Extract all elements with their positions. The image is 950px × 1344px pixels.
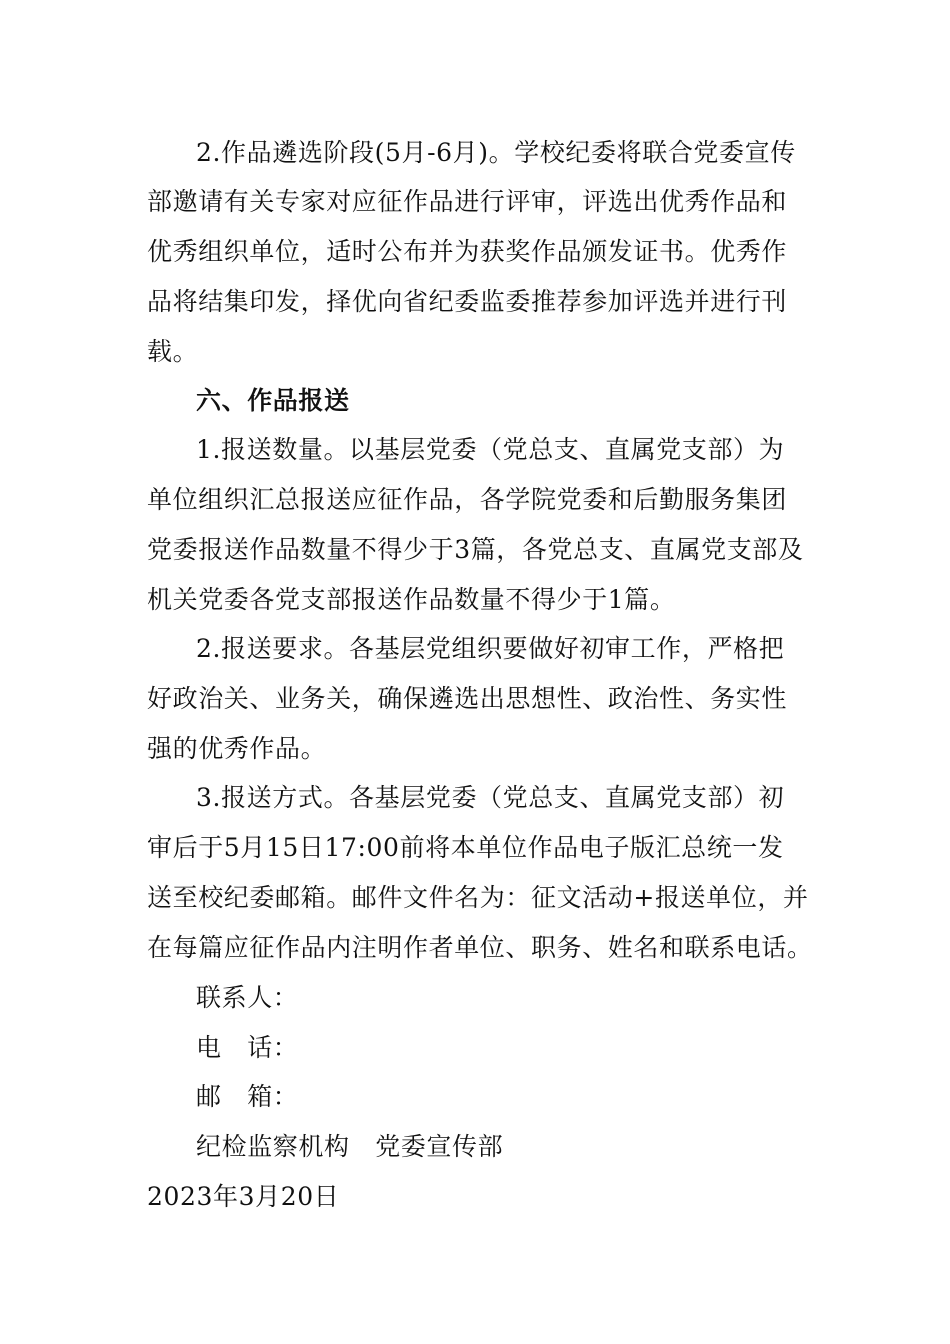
paragraph-line: 在每篇应征作品内注明作者单位、职务、姓名和联系电话。 <box>147 933 813 962</box>
paragraph-line: 强的优秀作品。 <box>147 734 327 763</box>
paragraph-line: 审后于5月15日17:00前将本单位作品电子版汇总统一发 <box>147 833 784 862</box>
paragraph-line: 1.报送数量。以基层党委（党总支、直属党支部）为 <box>196 435 785 464</box>
paragraph-line: 送至校纪委邮箱。邮件文件名为：征文活动+报送单位，并 <box>147 883 809 912</box>
contact-email-label: 邮 箱： <box>196 1082 299 1111</box>
issue-date: 2023年3月20日 <box>147 1182 340 1211</box>
contact-phone-label: 电 话： <box>196 1033 299 1062</box>
paragraph-line: 部邀请有关专家对应征作品进行评审，评选出优秀作品和 <box>147 187 788 216</box>
issuing-departments: 纪检监察机构 党委宣传部 <box>196 1132 504 1161</box>
paragraph-line: 单位组织汇总报送应征作品，各学院党委和后勤服务集团 <box>147 485 788 514</box>
paragraph-line: 机关党委各党支部报送作品数量不得少于1篇。 <box>147 585 676 614</box>
paragraph-line: 3.报送方式。各基层党委（党总支、直属党支部）初 <box>196 783 785 812</box>
paragraph-line: 好政治关、业务关，确保遴选出思想性、政治性、务实性 <box>147 684 788 713</box>
paragraph-line: 2.报送要求。各基层党组织要做好初审工作，严格把 <box>196 634 785 663</box>
paragraph-line: 优秀组织单位，适时公布并为获奖作品颁发证书。优秀作 <box>147 237 788 266</box>
contact-person-label: 联系人： <box>196 983 299 1012</box>
paragraph-line: 载。 <box>147 337 199 366</box>
section-heading: 六、作品报送 <box>196 386 350 415</box>
paragraph-line: 品将结集印发，择优向省纪委监委推荐参加评选并进行刊 <box>147 287 788 316</box>
paragraph-line: 2.作品遴选阶段(5月-6月)。学校纪委将联合党委宣传 <box>196 138 796 167</box>
paragraph-line: 党委报送作品数量不得少于3篇，各党总支、直属党支部及 <box>147 535 804 564</box>
